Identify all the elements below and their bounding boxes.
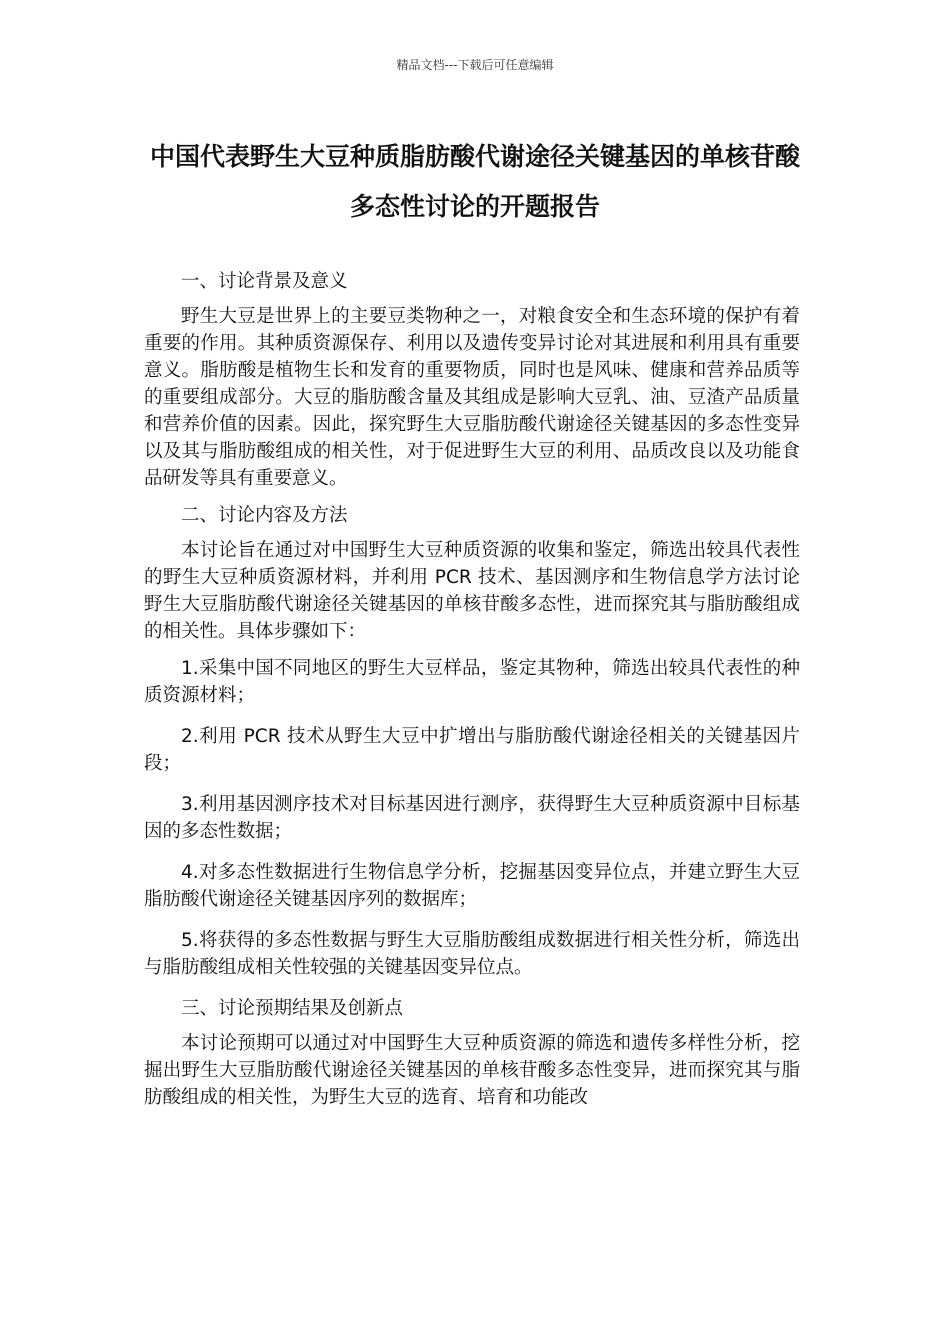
step-2: 2.利用 PCR 技术从野生大豆中扩增出与脂肪酸代谢途径相关的关键基因片段； (144, 726, 800, 774)
section-2-intro: 本讨论旨在通过对中国野生大豆种质资源的收集和鉴定，筛选出较具代表性的野生大豆种质资源材料，并利用 PCR 技术、基因测序和生物信息学方法讨论野生大豆脂肪酸代谢途径关键基因的单核苷酸多态性，进而探究其与脂肪酸组成的相关性。具体步骤如下： (144, 540, 800, 642)
step-5: 5.将获得的多态性数据与野生大豆脂肪酸组成数据进行相关性分析，筛选出与脂肪酸组成相关性较强的关键基因变异位点。 (144, 930, 800, 978)
section-3-paragraph: 本讨论预期可以通过对中国野生大豆种质资源的筛选和遗传多样性分析，挖掘出野生大豆脂肪酸代谢途径关键基因的单核苷酸多态性变异，进而探究其与脂肪酸组成的相关性，为野生大豆的选育、培育和功能改 (144, 1033, 800, 1108)
section-heading-2: 二、讨论内容及方法 (181, 505, 348, 526)
step-1: 1.采集中国不同地区的野生大豆样品，鉴定其物种，筛选出较具代表性的种质资源材料； (144, 658, 800, 706)
section-1-paragraph: 野生大豆是世界上的主要豆类物种之一，对粮食安全和生态环境的保护有着重要的作用。其种质资源保存、利用以及遗传变异讨论对其进展和利用具有重要意义。脂肪酸是植物生长和发育的重要物质，同时也是风味、健康和营养品质等的重要组成部分。大豆的脂肪酸含量及其组成是影响大豆乳、油、豆渣产品质量和营养价值的因素。因此，探究野生大豆脂肪酸代谢途径关键基因的多态性变异以及其与脂肪酸组成的相关性，对于促进野生大豆的利用、品质改良以及功能食品研发等具有重要意义。 (144, 306, 800, 489)
document-body (144, 268, 800, 1121)
step-4: 4.对多态性数据进行生物信息学分析，挖掘基因变异位点，并建立野生大豆脂肪酸代谢途径关键基因序列的数据库； (144, 862, 800, 910)
step-3: 3.利用基因测序技术对目标基因进行测序，获得野生大豆种质资源中目标基因的多态性数据； (144, 794, 800, 842)
section-heading-3: 三、讨论预期结果及创新点 (181, 998, 404, 1019)
header-note: 精品文档---下载后可任意编辑 (396, 58, 554, 72)
document-title: 中国代表野生大豆种质脂肪酸代谢途径关键基因的单核苷酸多态性讨论的开题报告 (149, 142, 800, 221)
section-heading-1: 一、讨论背景及意义 (181, 271, 348, 292)
